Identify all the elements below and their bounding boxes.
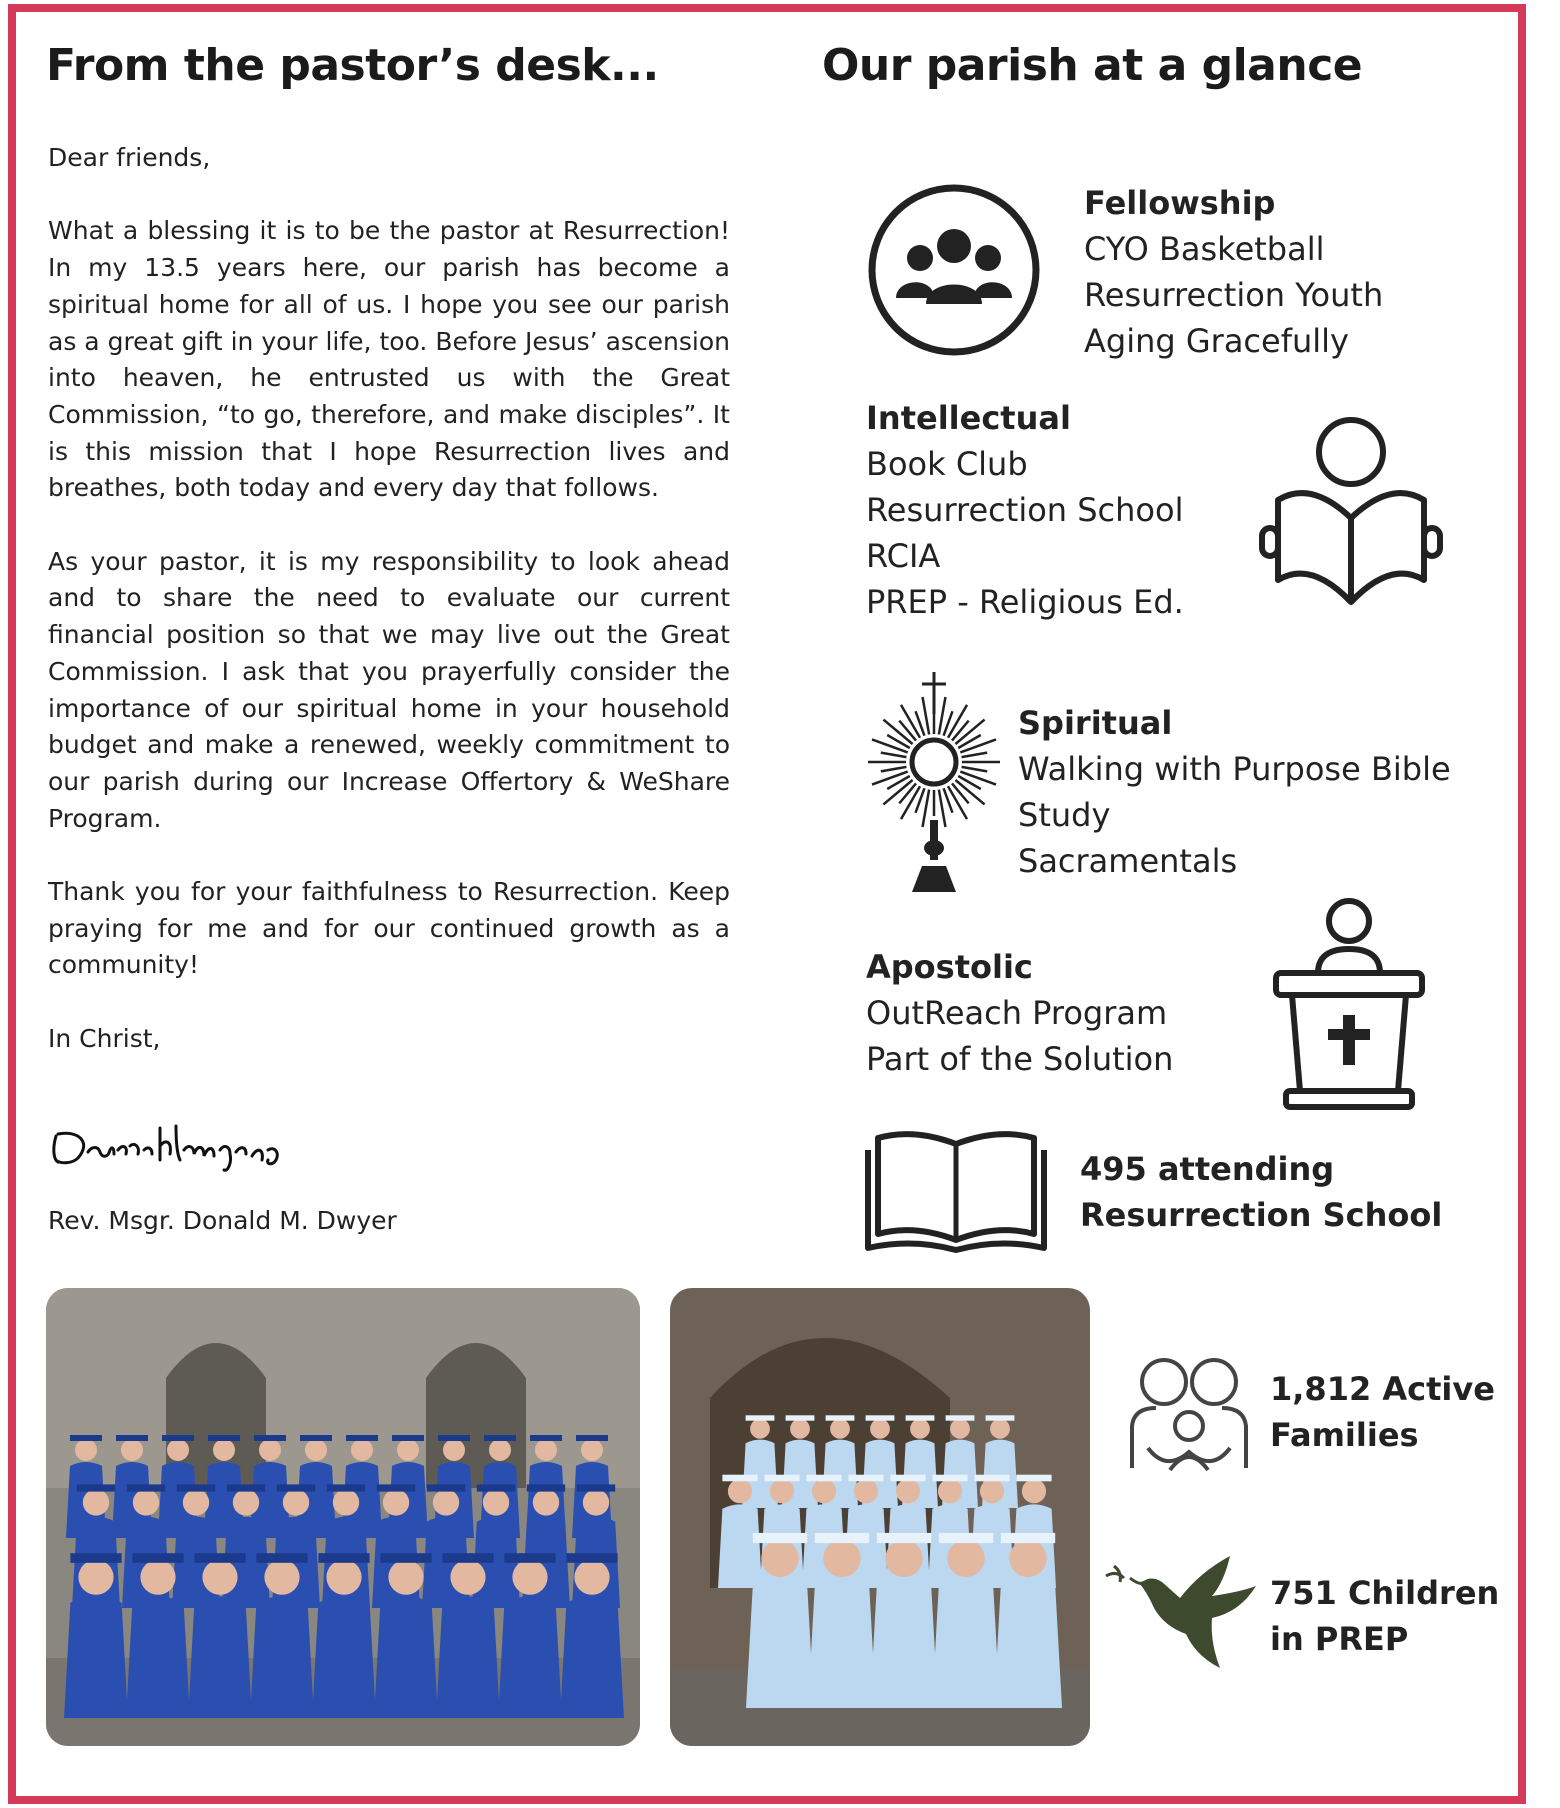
category-item: OutReach Program [866,994,1168,1032]
category-item: Book Club [866,445,1028,483]
letter-salutation: Dear friends, [48,143,211,172]
category-title: Apostolic [866,948,1033,986]
kindergarten-graduates-photo [46,1288,640,1746]
category-item: Aging Gracefully [1084,322,1349,360]
stat-line: 751 Children [1270,1574,1500,1612]
dove-icon [1100,1552,1260,1670]
signatory-name: Rev. Msgr. Donald M. Dwyer [48,1206,397,1235]
eighth-grade-graduates-photo [670,1288,1090,1746]
category-title: Spiritual [1018,704,1173,742]
category-spiritual [1018,700,1451,884]
category-item: Resurrection School [866,491,1184,529]
people-group-icon [866,182,1042,358]
category-item: Part of the Solution [866,1040,1174,1078]
parish-heading: Our parish at a glance [822,40,1363,91]
category-item: PREP - Religious Ed. [866,583,1184,621]
stat-school [1080,1146,1442,1238]
letter-paragraph: Thank you for your faithfulness to Resurrection. Keep praying for me and for our continued growth as a community! [48,877,730,980]
letter-paragraph: As your pastor, it is my responsibility to look ahead and to share the need to evaluate our current financial position so that we may live out the Great Commission. I ask that you prayerfully consider the importance of our spiritual home in your household budget and make a renewed, weekly commitment to our parish during our Increase Offertory & WeShare Program. [48,546,730,833]
category-item: Walking with Purpose Bible [1018,750,1451,788]
category-title: Fellowship [1084,184,1276,222]
family-icon [1126,1352,1252,1476]
stat-prep [1270,1570,1499,1662]
pastor-letter [48,140,730,1094]
stat-line: in PREP [1270,1620,1409,1658]
category-title: Intellectual [866,399,1071,437]
lectern-icon [1270,895,1428,1113]
category-item: Sacramentals [1018,842,1238,880]
pastor-heading: From the pastor’s desk... [46,40,659,91]
signature-image [48,1116,318,1176]
stat-line: Resurrection School [1080,1196,1443,1234]
category-item: Study [1018,796,1111,834]
category-fellowship [1084,180,1383,364]
reader-icon [1256,410,1446,610]
open-book-icon [864,1124,1048,1254]
stat-line: 495 attending [1080,1150,1335,1188]
category-intellectual [866,395,1184,625]
letter-paragraph: What a blessing it is to be the pastor at Resurrection! In my 13.5 years here, our parish has become a spiritual home for all of us. I hope you see our parish as a great gift in your life, too. Before Jesus’ ascension into heaven, he entrusted us with the Great Commission, “to go, therefore, and make disciples”. It is this mission that I hope Resurrection lives and breathes, both today and every day that follows. [48,216,730,503]
monstrance-icon [866,670,1002,894]
category-apostolic [866,944,1173,1082]
category-item: CYO Basketball [1084,230,1325,268]
stat-line: Families [1270,1416,1419,1454]
category-item: RCIA [866,537,941,575]
stat-line: 1,812 Active [1270,1370,1495,1408]
category-item: Resurrection Youth [1084,276,1384,314]
letter-closing: In Christ, [48,1023,161,1053]
stat-families [1270,1366,1495,1458]
